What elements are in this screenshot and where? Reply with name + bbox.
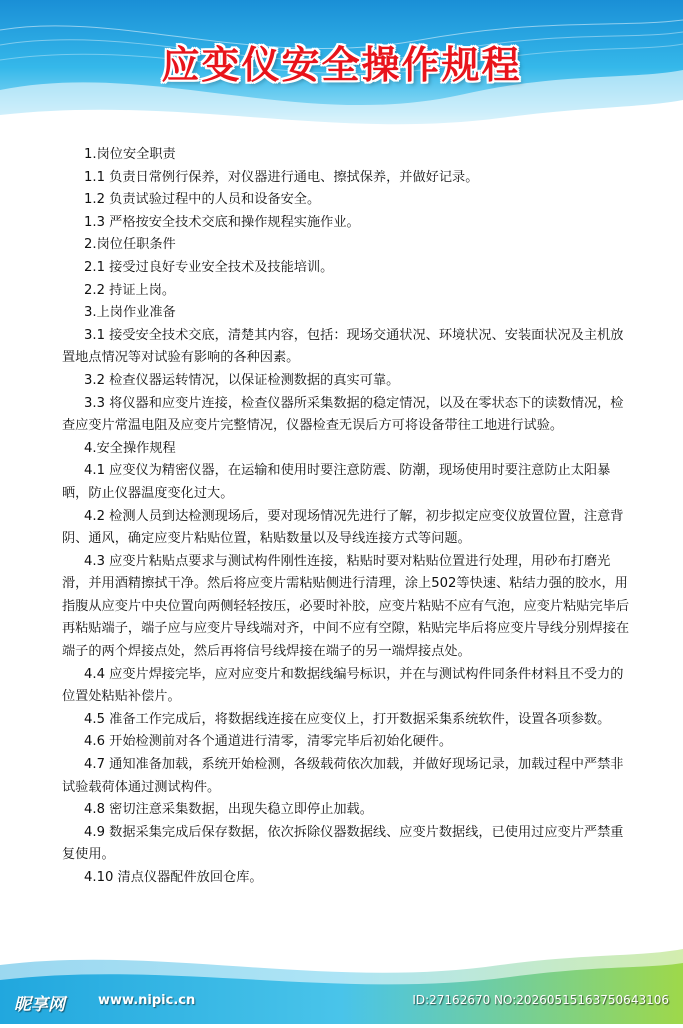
watermark-url: www.nipic.cn [98, 993, 196, 1008]
section-heading: 3.上岗作业准备 [84, 305, 176, 321]
image-id-text: ID:27162670 NO:20260515163750643106 [412, 993, 669, 1007]
rule-paragraph: 4.7 通知准备加载，系统开始检测，各级载荷依次加载，并做好现场记录，加载过程中严禁非试验载荷体通过测试构件。 [62, 757, 624, 795]
rule-paragraph: 4.3 应变片粘贴点要求与测试构件刚性连接，粘贴时要对粘贴位置进行处理，用砂布打磨光滑，并用酒精擦拭干净。然后将应变片需粘贴侧进行清理，涂上502等快速、粘结力强的胶水，用指腹从应变片中央位置向两侧轻轻按压，必要时补胶，应变片粘贴不应有气泡，应变片粘贴完毕后再粘贴端子，端子应与应变片导线端对齐，中间不应有空隙，粘贴完毕后将应变片导线分别焊接在端子的两个焊接点处，然后再将信号线焊接在端子的另一端焊接点处。 [62, 553, 630, 660]
rule-paragraph: 1.3 严格按安全技术交底和操作规程实施作业。 [84, 214, 360, 230]
rule-paragraph: 4.9 数据采集完成后保存数据，依次拆除仪器数据线、应变片数据线，已使用过应变片严禁重复使用。 [62, 824, 624, 863]
rule-paragraph: 4.1 应变仪为精密仪器，在运输和使用时要注意防震、防潮，现场使用时要注意防止太阳暴晒，防止仪器温度变化过大。 [62, 463, 611, 501]
footer-background [0, 935, 683, 1024]
rule-paragraph: 1.2 负责试验过程中的人员和设备安全。 [84, 192, 321, 208]
rule-paragraph: 3.3 将仪器和应变片连接，检查仪器所采集数据的稳定情况，以及在零状态下的读数情况，检查应变片常温电阻及应变片完整情况，仪器检查无误后方可将设备带往工地进行试验。 [62, 395, 624, 434]
rule-paragraph: 4.5 准备工作完成后，将数据线连接在应变仪上，打开数据采集系统软件，设置各项参数。 [84, 711, 611, 727]
rule-paragraph: 4.4 应变片焊接完毕，应对应变片和数据线编号标识，并在与测试构件同条件材料且不受力的位置处粘贴补偿片。 [62, 666, 624, 705]
rule-paragraph: 2.1 接受过良好专业安全技术及技能培训。 [84, 259, 334, 275]
regulation-body [62, 144, 632, 890]
rule-paragraph: 1.1 负责日常例行保养，对仪器进行通电、擦拭保养，并做好记录。 [84, 169, 479, 185]
footer-wave-decoration [0, 935, 683, 1024]
section-heading: 2.岗位任职条件 [84, 237, 176, 253]
rule-paragraph: 4.10 清点仪器配件放回仓库。 [84, 870, 263, 885]
rule-paragraph: 3.2 检查仪器运转情况，以保证检测数据的真实可靠。 [84, 372, 400, 388]
rule-paragraph: 4.6 开始检测前对各个通道进行清零，清零完毕后初始化硬件。 [84, 734, 453, 750]
rule-paragraph: 4.8 密切注意采集数据，出现失稳立即停止加载。 [84, 802, 373, 818]
section-heading: 4.安全操作规程 [84, 440, 176, 456]
watermark-logo: 昵享网 [14, 995, 65, 1015]
section-heading: 1.岗位安全职责 [84, 147, 176, 162]
rule-paragraph: 4.2 检测人员到达检测现场后，要对现场情况先进行了解，初步拟定应变仪放置位置，注意背阴、通风，确定应变片粘贴位置，粘贴数量以及导线连接方式等问题。 [62, 508, 624, 547]
rule-paragraph: 2.2 持证上岗。 [84, 282, 176, 298]
poster-title: 应变仪安全操作规程 [161, 43, 522, 87]
rule-paragraph: 3.1 接受安全技术交底，清楚其内容，包括：现场交通状况、环境状况、安装面状况及主机放置地点情况等对试验有影响的各种因素。 [62, 327, 624, 366]
